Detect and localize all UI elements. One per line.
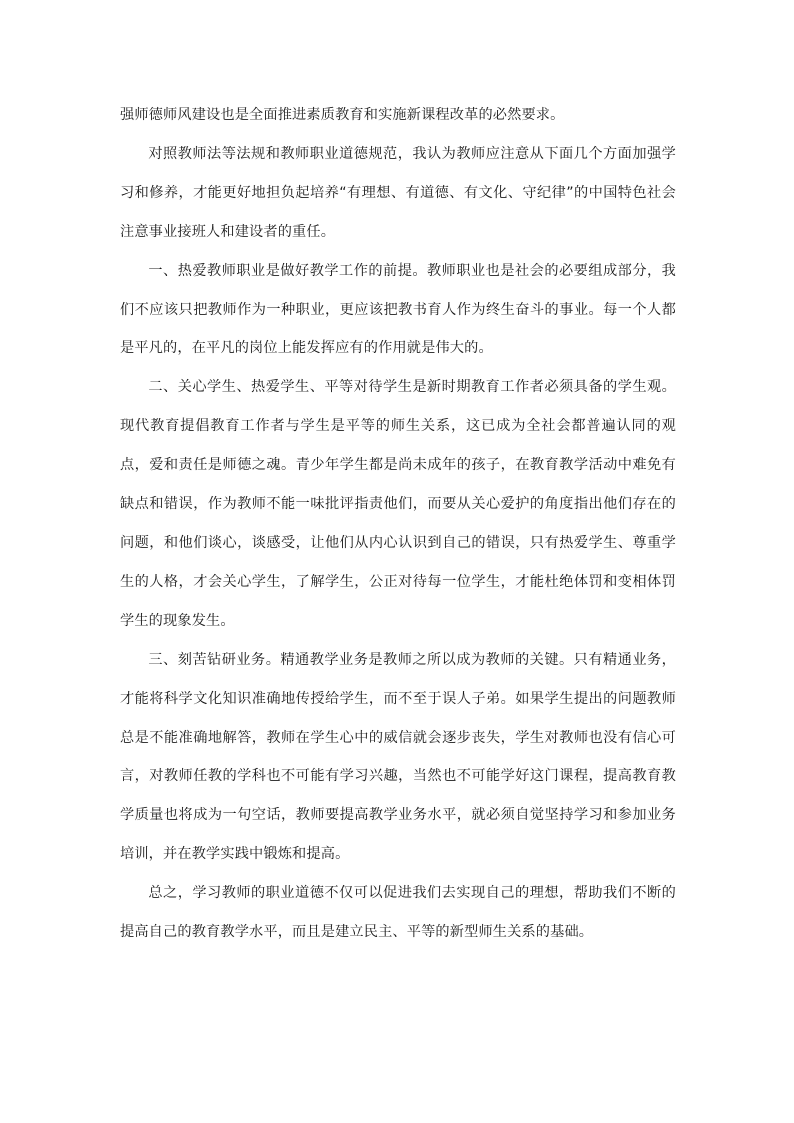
paragraph-point-three: 三、刻苦钻研业务。精通教学业务是教师之所以成为教师的关键。只有精通业务，才能将科学文化知识准确地传授给学生，而不至于误人子弟。如果学生提出的问题教师总是不能准确地解答，教师在学生心中的威信就会逐步丧失，学生对教师也没有信心可言，对教师任教的学科也不可能有学习兴趣，当然也不可能学好这门课程，提高教育教学质量也将成为一句空话，教师要提高教学业务水平，就必须自觉坚持学习和参加业务培训，并在教学实践中锻炼和提高。 <box>120 651 676 863</box>
paragraph-point-two: 二、关心学生、热爱学生、平等对待学生是新时期教育工作者必须具备的学生观。现代教育提倡教育工作者与学生是平等的师生关系，这已成为全社会都普遍认同的观点，爱和责任是师德之魂。青少年学生都是尚未成年的孩子，在教育教学活动中难免有缺点和错误，作为教师不能一味批评指责他们，而要从关心爱护的角度指出他们存在的问题，和他们谈心，谈感受，让他们从内心认识到自己的错误，只有热爱学生、尊重学生的人格，才会关心学生，了解学生，公正对待每一位学生，才能杜绝体罚和变相体罚学生的现象发生。 <box>120 379 676 629</box>
paragraph-point-one: 一、热爱教师职业是做好教学工作的前提。教师职业也是社会的必要组成部分，我们不应该只把教师作为一种职业，更应该把教书育人作为终生奋斗的事业。每一个人都是平凡的，在平凡的岗位上能发挥应有的作用就是伟大的。 <box>120 262 676 357</box>
paragraph-continuation: 强师德师风建设也是全面推进素质教育和实施新课程改革的必然要求。 <box>120 107 565 123</box>
document-body <box>120 96 676 952</box>
paragraph-conclusion: 总之，学习教师的职业道德不仅可以促进我们去实现自己的理想，帮助我们不断的提高自己的教育教学水平，而且是建立民主、平等的新型师生关系的基础。 <box>120 885 676 941</box>
paragraph-intro: 对照教师法等法规和教师职业道德规范，我认为教师应注意从下面几个方面加强学习和修养，才能更好地担负起培养“有理想、有道德、有文化、守纪律”的中国特色社会注意事业接班人和建设者的重任。 <box>120 145 676 240</box>
